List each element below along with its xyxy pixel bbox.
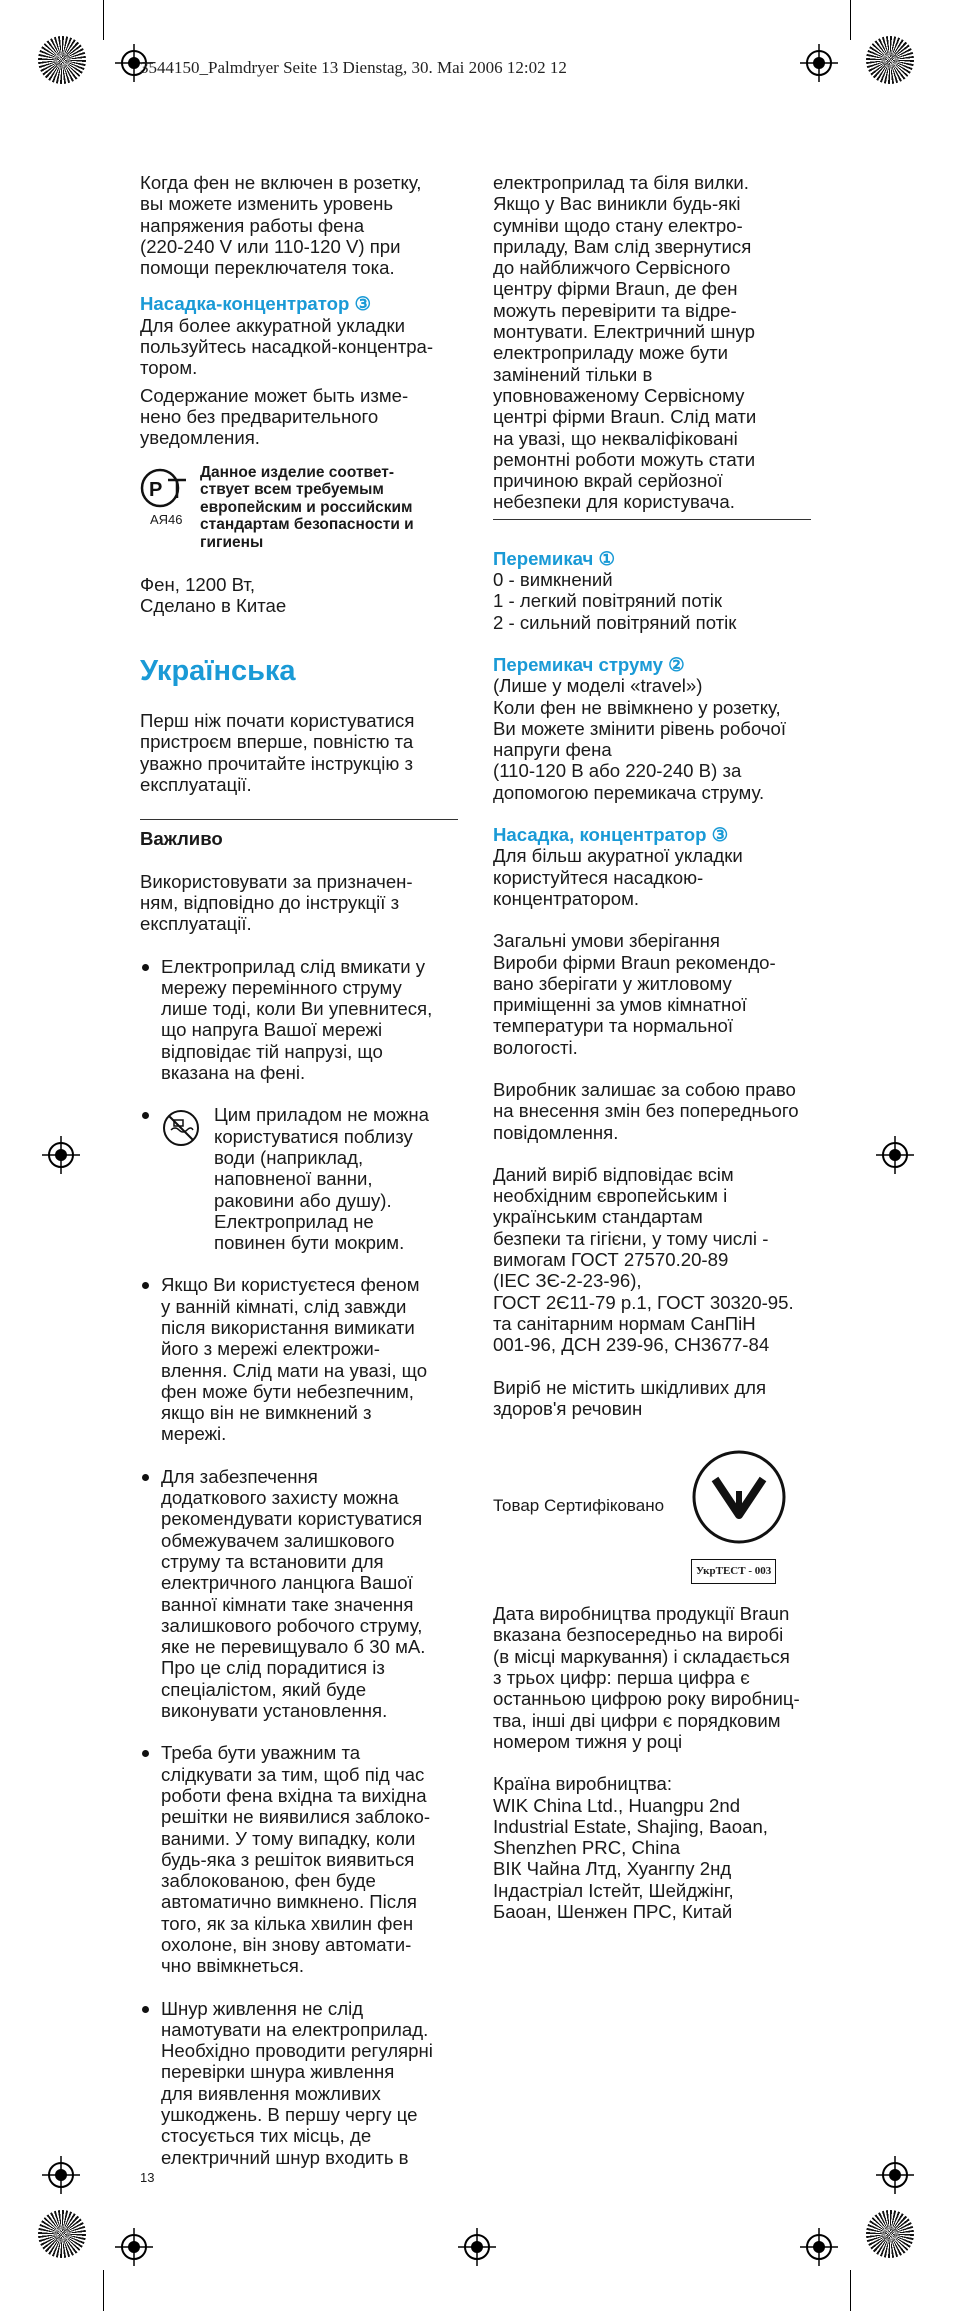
concentrator-text-ru: Для более аккуратной укладки пользуйтесь насадкой-концентра- тором.: [140, 314, 434, 379]
nozzle-text-ua: Для більш акуратної укладки користуйтеся насадкою- концентратором.: [493, 845, 743, 909]
divider: [493, 519, 811, 520]
cert-text-ru: Данное изделие соответ- ствует всем требуемым европейским и российским стандартам безопасности и гигиены: [200, 463, 414, 551]
production-date-text-ua: Дата виробництва продукції Braun вказана безпосередньо на виробі (в місці маркування) і складається з трьох цифр: перша цифра є останньою цифрою року виробниц- тва, інші дві цифри є порядковим номером тижня у році: [493, 1603, 800, 1752]
safety-bullet-bathroom: Якщо Ви користуєтеся феном у ванній кімнаті, слід завжди після використання вимикати його з мережі електрожи- влення. Слід мати на увазі, що фен може бути небезпечним, якщо він не вимкнений з мережі.: [140, 1274, 470, 1444]
page-number: 13: [140, 2170, 155, 2185]
crop-mark: [103, 2270, 104, 2311]
certified-label: Товар Сертифіковано: [493, 1496, 665, 1516]
crosshair-registration-icon: [42, 1136, 80, 1174]
country-text-ua: Країна виробництва: WIK China Ltd., Huangpu 2nd Industrial Estate, Shajing, Baoan, Shenzhen PRC, China ВІК Чайна Лтд, Хуангпу 2нд Індастріал Істейт, Шейджінг, Баоан, Шенжен ПРС, Китай: [493, 1773, 768, 1922]
safety-bullet-water-text: Цим приладом не можна користуватися поблизу води (наприклад, наповненої ванни, раковини або душу). Електроприлад не повинен бути мокрим.: [214, 1104, 429, 1254]
registration-starburst-bottom-left: [38, 2210, 86, 2258]
nozzle-heading-ua: Насадка, концентратор ③: [493, 824, 729, 846]
important-heading-ua: Важливо: [140, 828, 223, 850]
crosshair-registration-icon: [800, 44, 838, 82]
registration-starburst-top-left: [38, 36, 86, 84]
intro-text-ua: Перш ніж почати користуватися пристроєм вперше, повністю та уважно прочитайте інструкцію з експлуатації.: [140, 710, 415, 796]
crop-mark: [103, 0, 104, 40]
left-column: [140, 172, 470, 2168]
current-switch-heading-ua: Перемикач струму ②: [493, 653, 685, 675]
rst-certification-icon: [140, 466, 192, 510]
standards-text-ua: Даний виріб відповідає всім необхідним європейським і українським стандартам безпеки та гігієни, у тому числі - вимогам ГОСТ 27570.20-89 (IEC ЗЄ-2-23-96), ГОСТ 2Є11-79 р.1, ГОСТ 30320-95. та санітарним нормам СанПіН 001-96, ДСН 239-96, СН3677-84: [493, 1163, 794, 1356]
certification-block-ru: [140, 464, 470, 554]
no-water-icon: [161, 1108, 201, 1148]
ukr-certification-block: [493, 1439, 823, 1589]
rights-text-ua: Виробник залишає за собою право на внесення змін без попереднього повідомлення.: [493, 1078, 799, 1143]
svg-text:P: P: [149, 478, 163, 501]
cord-continuation-text-ua: електроприлад та біля вилки. Якщо у Вас виникли будь-які сумніви щодо стану електро- приладу, Вам слід звернутися до найближчого Сервісного центру фірми Braun, де фен можуть перевірити та відре- монтувати. Електричний шнур електроприладу може бути замінений тільки в уповноваженому Сервісному центрі фірми Braun. Слід мати на увазі, що некваліфіковані ремонтні роботи можуть стати причиною вкрай серйозної небезпеки для користувача.: [493, 172, 757, 513]
safety-bullet-water: [140, 1104, 470, 1253]
current-switch-text-ua: (Лише у моделі «travel») Коли фен не ввімкнено у розетку, Ви можете змінити рівень робочої напруги фена (110-120 В або 220-240 В) за допомогою перемикача струму.: [493, 675, 787, 803]
safety-bullet-grilles: Треба бути уважним та слідкувати за тим, щоб під час роботи фена вхідна та вихідна решітки не виявилися заблоко- ваними. У тому випадку, коли будь-яка з решіток виявиться заблокованою, фен буде автоматично вимкнено. Після того, як за кілька хвилин фен охолоне, він знову автомати- чно ввімкнеться.: [140, 1742, 470, 1976]
print-slug-header: 3544150_Palmdryer Seite 13 Dienstag, 30. Mai 2006 12:02 12: [140, 58, 567, 77]
voltage-switch-text-ru: Когда фен не включен в розетку, вы можете изменить уровень напряжения работы фена (220-240 V или 110-120 V) при помощи переключателя тока.: [140, 172, 422, 279]
registration-starburst-top-right: [866, 36, 914, 84]
notice-text-ru: Содержание может быть изме- нено без предварительного уведомления.: [140, 384, 409, 449]
spec-text-ru: Фен, 1200 Вт, Сделано в Китае: [140, 573, 287, 616]
harmless-text-ua: Виріб не містить шкідливих для здоров'я речовин: [493, 1376, 767, 1419]
crosshair-registration-icon: [876, 1136, 914, 1174]
ukr-conformity-mark-icon: [691, 1449, 787, 1545]
ukrainian-section-title: Українська: [140, 655, 296, 688]
crosshair-registration-icon: [42, 2156, 80, 2194]
safety-bullet-cord: Шнур живлення не слід намотувати на електроприлад. Необхідно проводити регулярні перевірки шнура живлення для виявлення можливих ушкоджень. В першу чергу це стосується тих місць, де електричний шнур входить в: [140, 1998, 470, 2168]
crosshair-registration-icon: [115, 2228, 153, 2266]
crosshair-registration-icon: [800, 2228, 838, 2266]
storage-text-ua: Загальні умови зберігання Вироби фірми Braun рекомендо- вано зберігати у житловому приміщенні за умов кімнатної температури та нормальної вологості.: [493, 930, 776, 1058]
divider: [140, 819, 458, 820]
switch-heading-ua: Перемикач ①: [493, 547, 616, 569]
right-column: [493, 172, 823, 1922]
crosshair-registration-icon: [876, 2156, 914, 2194]
ukrtest-badge: УкрТЕСТ - 003: [691, 1559, 776, 1584]
important-text-ua: Використовувати за призначен- ням, відповідно до інструкції з експлуатації.: [140, 870, 413, 935]
cert-mark-code: АЯ46: [150, 511, 183, 527]
switch-text-ua: 0 - вимкнений 1 - легкий повітряний потік 2 - сильний повітряний потік: [493, 569, 737, 633]
safety-bullet-voltage: Електроприлад слід вмикати у мережу перемінного струму лише тоді, коли Ви упевнитеся, що напруга Вашої мережі відповідає тій напрузі, що вказана на фені.: [140, 956, 470, 1084]
concentrator-heading-ru: Насадка-концентратор ③: [140, 293, 372, 315]
safety-bullet-rcd: Для забезпечення додаткового захисту можна рекомендувати користуватися обмежувачем залишкового струму та встановити для електричного ланцюга Вашої ванної кімнати таке значення залишкового робочого струму, яке не перевищувало б 30 мА. Про це слід порадитися із спеціалістом, який буде виконувати установлення.: [140, 1466, 470, 1722]
crop-mark: [850, 0, 851, 40]
crosshair-registration-icon: [458, 2228, 496, 2266]
registration-starburst-bottom-right: [866, 2210, 914, 2258]
crop-mark: [850, 2270, 851, 2311]
